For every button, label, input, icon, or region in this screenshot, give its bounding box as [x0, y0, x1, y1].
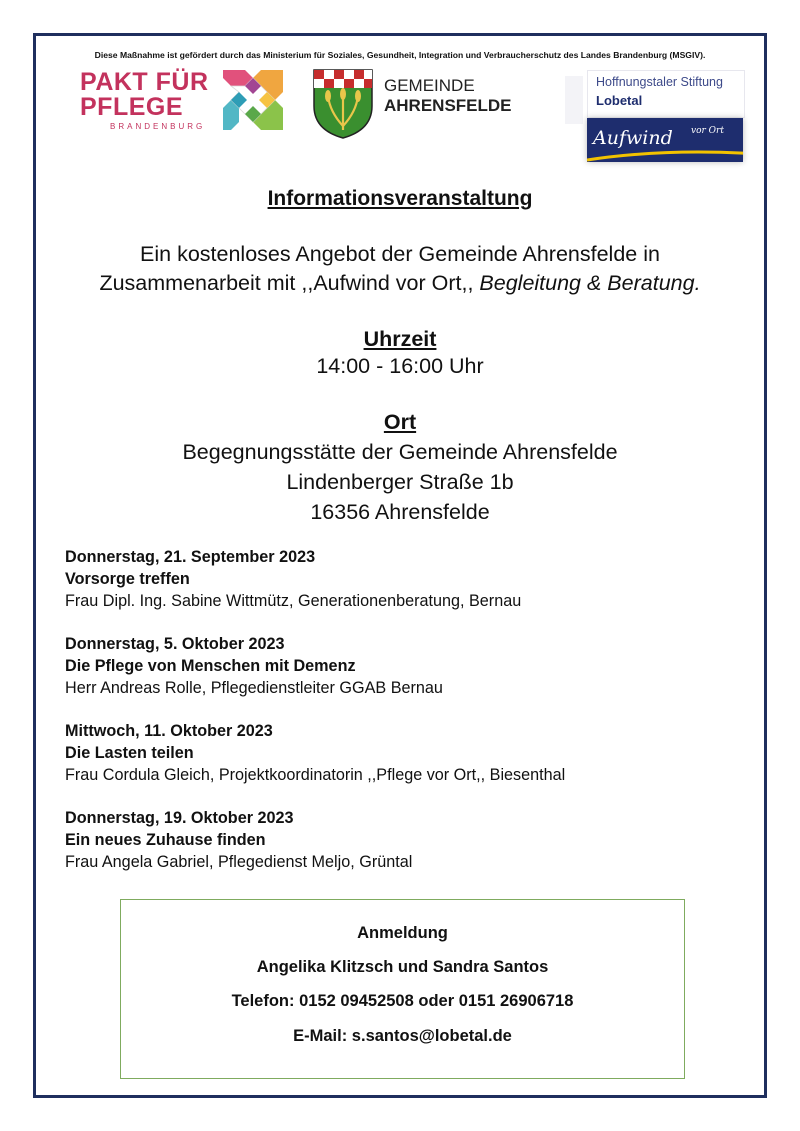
- event-topic: Die Pflege von Menschen mit Demenz: [65, 657, 356, 675]
- event-speaker: Frau Cordula Gleich, Projektkoordinatorin ,,Pflege vor Ort,, Biesenthal: [65, 766, 566, 784]
- event-item: [65, 720, 745, 786]
- pakt-logo-line2: PFLEGE: [80, 93, 184, 121]
- event-list: [65, 546, 745, 894]
- sponsor-note: Diese Maßnahme ist gefördert durch das Ministerium für Soziales, Gesundheit, Integration und Verbraucherschutz des Landes Brandenburg (MSGIV).: [94, 50, 706, 60]
- event-topic: Vorsorge treffen: [65, 570, 190, 588]
- registration-phone: Telefon: 0152 09452508 oder 0151 26906718: [231, 992, 574, 1010]
- intro-line-2: [0, 269, 800, 298]
- place-heading: Ort: [383, 410, 417, 434]
- aufwind-band: [587, 118, 743, 162]
- event-speaker: Frau Dipl. Ing. Sabine Wittmütz, Generationenberatung, Bernau: [65, 592, 522, 610]
- intro-line-1: Ein kostenloses Angebot der Gemeinde Ahrensfelde in: [140, 242, 660, 266]
- place-address: [0, 437, 800, 527]
- swoosh-icon: [587, 148, 743, 162]
- pakt-logo-line1: PAKT FÜR: [80, 68, 209, 96]
- registration-box: [120, 899, 685, 1079]
- event-date: Donnerstag, 5. Oktober 2023: [65, 635, 285, 653]
- event-speaker: Herr Andreas Rolle, Pflegedienstleiter GGAB Bernau: [65, 679, 443, 697]
- page-title: Informationsveranstaltung: [267, 187, 533, 210]
- gemeinde-ahrensfelde-logo: [312, 68, 512, 140]
- event-item: [65, 633, 745, 699]
- event-item: [65, 546, 745, 612]
- pakt-fuer-pflege-logo: [80, 70, 290, 132]
- lobetal-side-strip: [565, 76, 583, 124]
- place-line: Begegnungsstätte der Gemeinde Ahrensfelde: [182, 440, 618, 464]
- lobetal-logo-line1: Hoffnungstaler Stiftung: [596, 75, 723, 89]
- pakt-logo-subtitle: BRANDENBURG: [110, 122, 206, 131]
- place-line: Lindenberger Straße 1b: [286, 470, 514, 494]
- event-date: Donnerstag, 21. September 2023: [65, 548, 316, 566]
- time-value: 14:00 - 16:00 Uhr: [316, 354, 484, 378]
- event-topic: Die Lasten teilen: [65, 744, 194, 762]
- place-line: 16356 Ahrensfelde: [310, 500, 490, 524]
- event-date: Mittwoch, 11. Oktober 2023: [65, 722, 273, 740]
- lobetal-aufwind-logo: [565, 70, 747, 164]
- gemeinde-logo-line1: GEMEINDE: [384, 76, 475, 95]
- gemeinde-logo-text: [384, 76, 512, 116]
- event-date: Donnerstag, 19. Oktober 2023: [65, 809, 294, 827]
- registration-contacts: Angelika Klitzsch und Sandra Santos: [256, 958, 549, 976]
- aufwind-text: Aufwind: [593, 127, 673, 149]
- gemeinde-logo-line2: AHRENSFELDE: [384, 96, 512, 115]
- intro-line-2-italic: Begleitung & Beratung.: [479, 271, 701, 295]
- pakt-logo-text: [80, 70, 209, 120]
- lobetal-logo-line2: Lobetal: [596, 93, 643, 108]
- registration-email[interactable]: E-Mail: s.santos@lobetal.de: [293, 1027, 512, 1045]
- event-item: [65, 807, 745, 873]
- event-speaker: Frau Angela Gabriel, Pflegedienst Meljo, Grüntal: [65, 853, 413, 871]
- coat-of-arms-icon: [312, 68, 374, 140]
- event-topic: Ein neues Zuhause finden: [65, 831, 266, 849]
- pakt-cross-icon: [223, 70, 283, 130]
- vor-ort-text: vor Ort: [691, 126, 724, 136]
- time-heading: Uhrzeit: [363, 327, 437, 351]
- intro-line-2-plain: Zusammenarbeit mit ,,Aufwind vor Ort,,: [99, 271, 480, 295]
- registration-heading: Anmeldung: [357, 924, 448, 942]
- intro-text: [0, 240, 800, 298]
- lobetal-header: [587, 70, 745, 118]
